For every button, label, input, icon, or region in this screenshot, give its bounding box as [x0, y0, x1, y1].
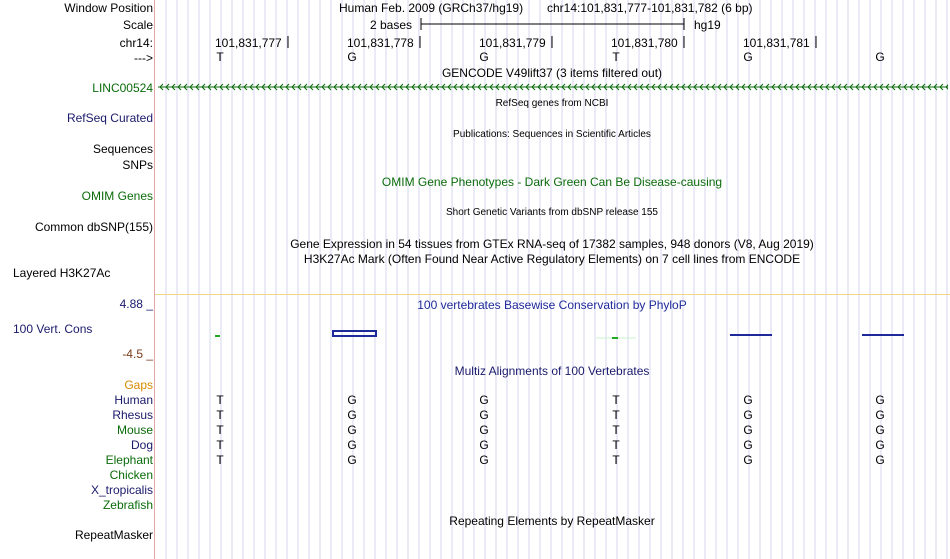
coord-1: 101,831,777	[215, 36, 282, 50]
species-human[interactable]: Human	[114, 393, 153, 407]
scale-label: Scale	[122, 18, 153, 32]
multiz-base: T	[216, 453, 224, 467]
multiz-base: T	[612, 438, 620, 452]
multiz-base: T	[216, 393, 224, 407]
multiz-base: G	[347, 423, 357, 437]
strand-label: --->	[134, 51, 153, 65]
snps-label[interactable]: SNPs	[122, 158, 153, 172]
refseq-label[interactable]: RefSeq Curated	[66, 111, 153, 125]
position-readout: chr14:101,831,777-101,831,782 (6 bp)	[547, 1, 753, 15]
multiz-base: G	[347, 453, 357, 467]
multiz-base: G	[479, 393, 489, 407]
h3k27ac-label[interactable]: Layered H3K27Ac	[13, 266, 111, 280]
multiz-base: G	[743, 393, 753, 407]
multiz-base: T	[612, 453, 620, 467]
scale-text: 2 bases	[370, 18, 413, 32]
ref-base-1: T	[216, 50, 224, 64]
multiz-base: T	[612, 408, 620, 422]
multiz-base: G	[479, 438, 489, 452]
multiz-base: G	[347, 438, 357, 452]
coord-4: 101,831,780	[611, 36, 678, 50]
species-xtropicalis[interactable]: X_tropicalis	[90, 483, 153, 497]
multiz-base: G	[347, 393, 357, 407]
multiz-base: G	[479, 423, 489, 437]
gencode-track-title[interactable]: GENCODE V49lift37 (3 items filtered out)	[441, 66, 663, 80]
window-position-label: Window Position	[64, 1, 153, 15]
multiz-base: G	[743, 423, 753, 437]
multiz-base: T	[612, 423, 620, 437]
sequences-label[interactable]: Sequences	[92, 142, 153, 156]
multiz-base: G	[743, 453, 753, 467]
ref-base-5: G	[743, 50, 753, 64]
multiz-track-title[interactable]: Multiz Alignments of 100 Vertebrates	[454, 364, 650, 378]
multiz-base: T	[216, 423, 224, 437]
species-rhesus[interactable]: Rhesus	[112, 408, 153, 422]
ref-base-6: G	[875, 50, 885, 64]
repeatmasker-track-title[interactable]: Repeating Elements by RepeatMasker	[449, 514, 655, 528]
ref-base-3: G	[479, 50, 489, 64]
multiz-base: T	[216, 438, 224, 452]
multiz-base: G	[479, 453, 489, 467]
multiz-base: G	[743, 438, 753, 452]
species-elephant[interactable]: Elephant	[105, 453, 153, 467]
ref-base-2: G	[347, 50, 357, 64]
cons-label[interactable]: 100 Vert. Cons	[13, 322, 93, 336]
refseq-track-title[interactable]: RefSeq genes from NCBI	[495, 98, 609, 109]
cons-track-title[interactable]: 100 vertebrates Basewise Conservation by PhyloP	[417, 298, 687, 312]
chrom-label: chr14:	[119, 36, 153, 50]
multiz-base: T	[216, 408, 224, 422]
h3k27ac-track-title[interactable]: H3K27Ac Mark (Often Found Near Active Regulatory Elements) on 7 cell lines from ENCODE	[303, 252, 801, 266]
scale-db: hg19	[694, 18, 721, 32]
species-zebrafish[interactable]: Zebrafish	[102, 498, 153, 512]
species-dog[interactable]: Dog	[130, 438, 153, 452]
multiz-base: T	[612, 393, 620, 407]
multiz-base: G	[479, 408, 489, 422]
species-mouse[interactable]: Mouse	[116, 423, 153, 437]
multiz-base: G	[875, 453, 885, 467]
species-chicken[interactable]: Chicken	[109, 468, 153, 482]
multiz-base: G	[347, 408, 357, 422]
omim-label[interactable]: OMIM Genes	[81, 189, 153, 203]
gencode-item-label[interactable]: LINC00524	[92, 81, 153, 95]
gtex-track-title[interactable]: Gene Expression in 54 tissues from GTEx RNA-seq of 17382 samples, 948 donors (V8, Aug 2019)	[290, 237, 814, 251]
multiz-base: G	[875, 408, 885, 422]
cons-max-label: 4.88 _	[119, 297, 153, 311]
coord-5: 101,831,781	[743, 36, 810, 50]
multiz-base: G	[875, 423, 885, 437]
gaps-label[interactable]: Gaps	[124, 378, 153, 392]
ref-base-4: T	[612, 50, 620, 64]
omim-track-title[interactable]: OMIM Gene Phenotypes - Dark Green Can Be Disease-causing	[381, 175, 723, 189]
cons-mark	[333, 331, 376, 336]
dbsnp-label[interactable]: Common dbSNP(155)	[34, 220, 153, 234]
dbsnp-track-title[interactable]: Short Genetic Variants from dbSNP release 155	[446, 207, 658, 218]
cons-min-label: -4.5 _	[122, 347, 153, 361]
assembly-title: Human Feb. 2009 (GRCh37/hg19)	[339, 1, 524, 15]
repeatmasker-label[interactable]: RepeatMasker	[74, 528, 153, 542]
multiz-base: G	[743, 408, 753, 422]
coord-3: 101,831,779	[479, 36, 546, 50]
multiz-base: G	[875, 393, 885, 407]
multiz-base: G	[875, 438, 885, 452]
pubs-track-title[interactable]: Publications: Sequences in Scientific Articles	[453, 129, 651, 140]
coord-2: 101,831,778	[347, 36, 414, 50]
